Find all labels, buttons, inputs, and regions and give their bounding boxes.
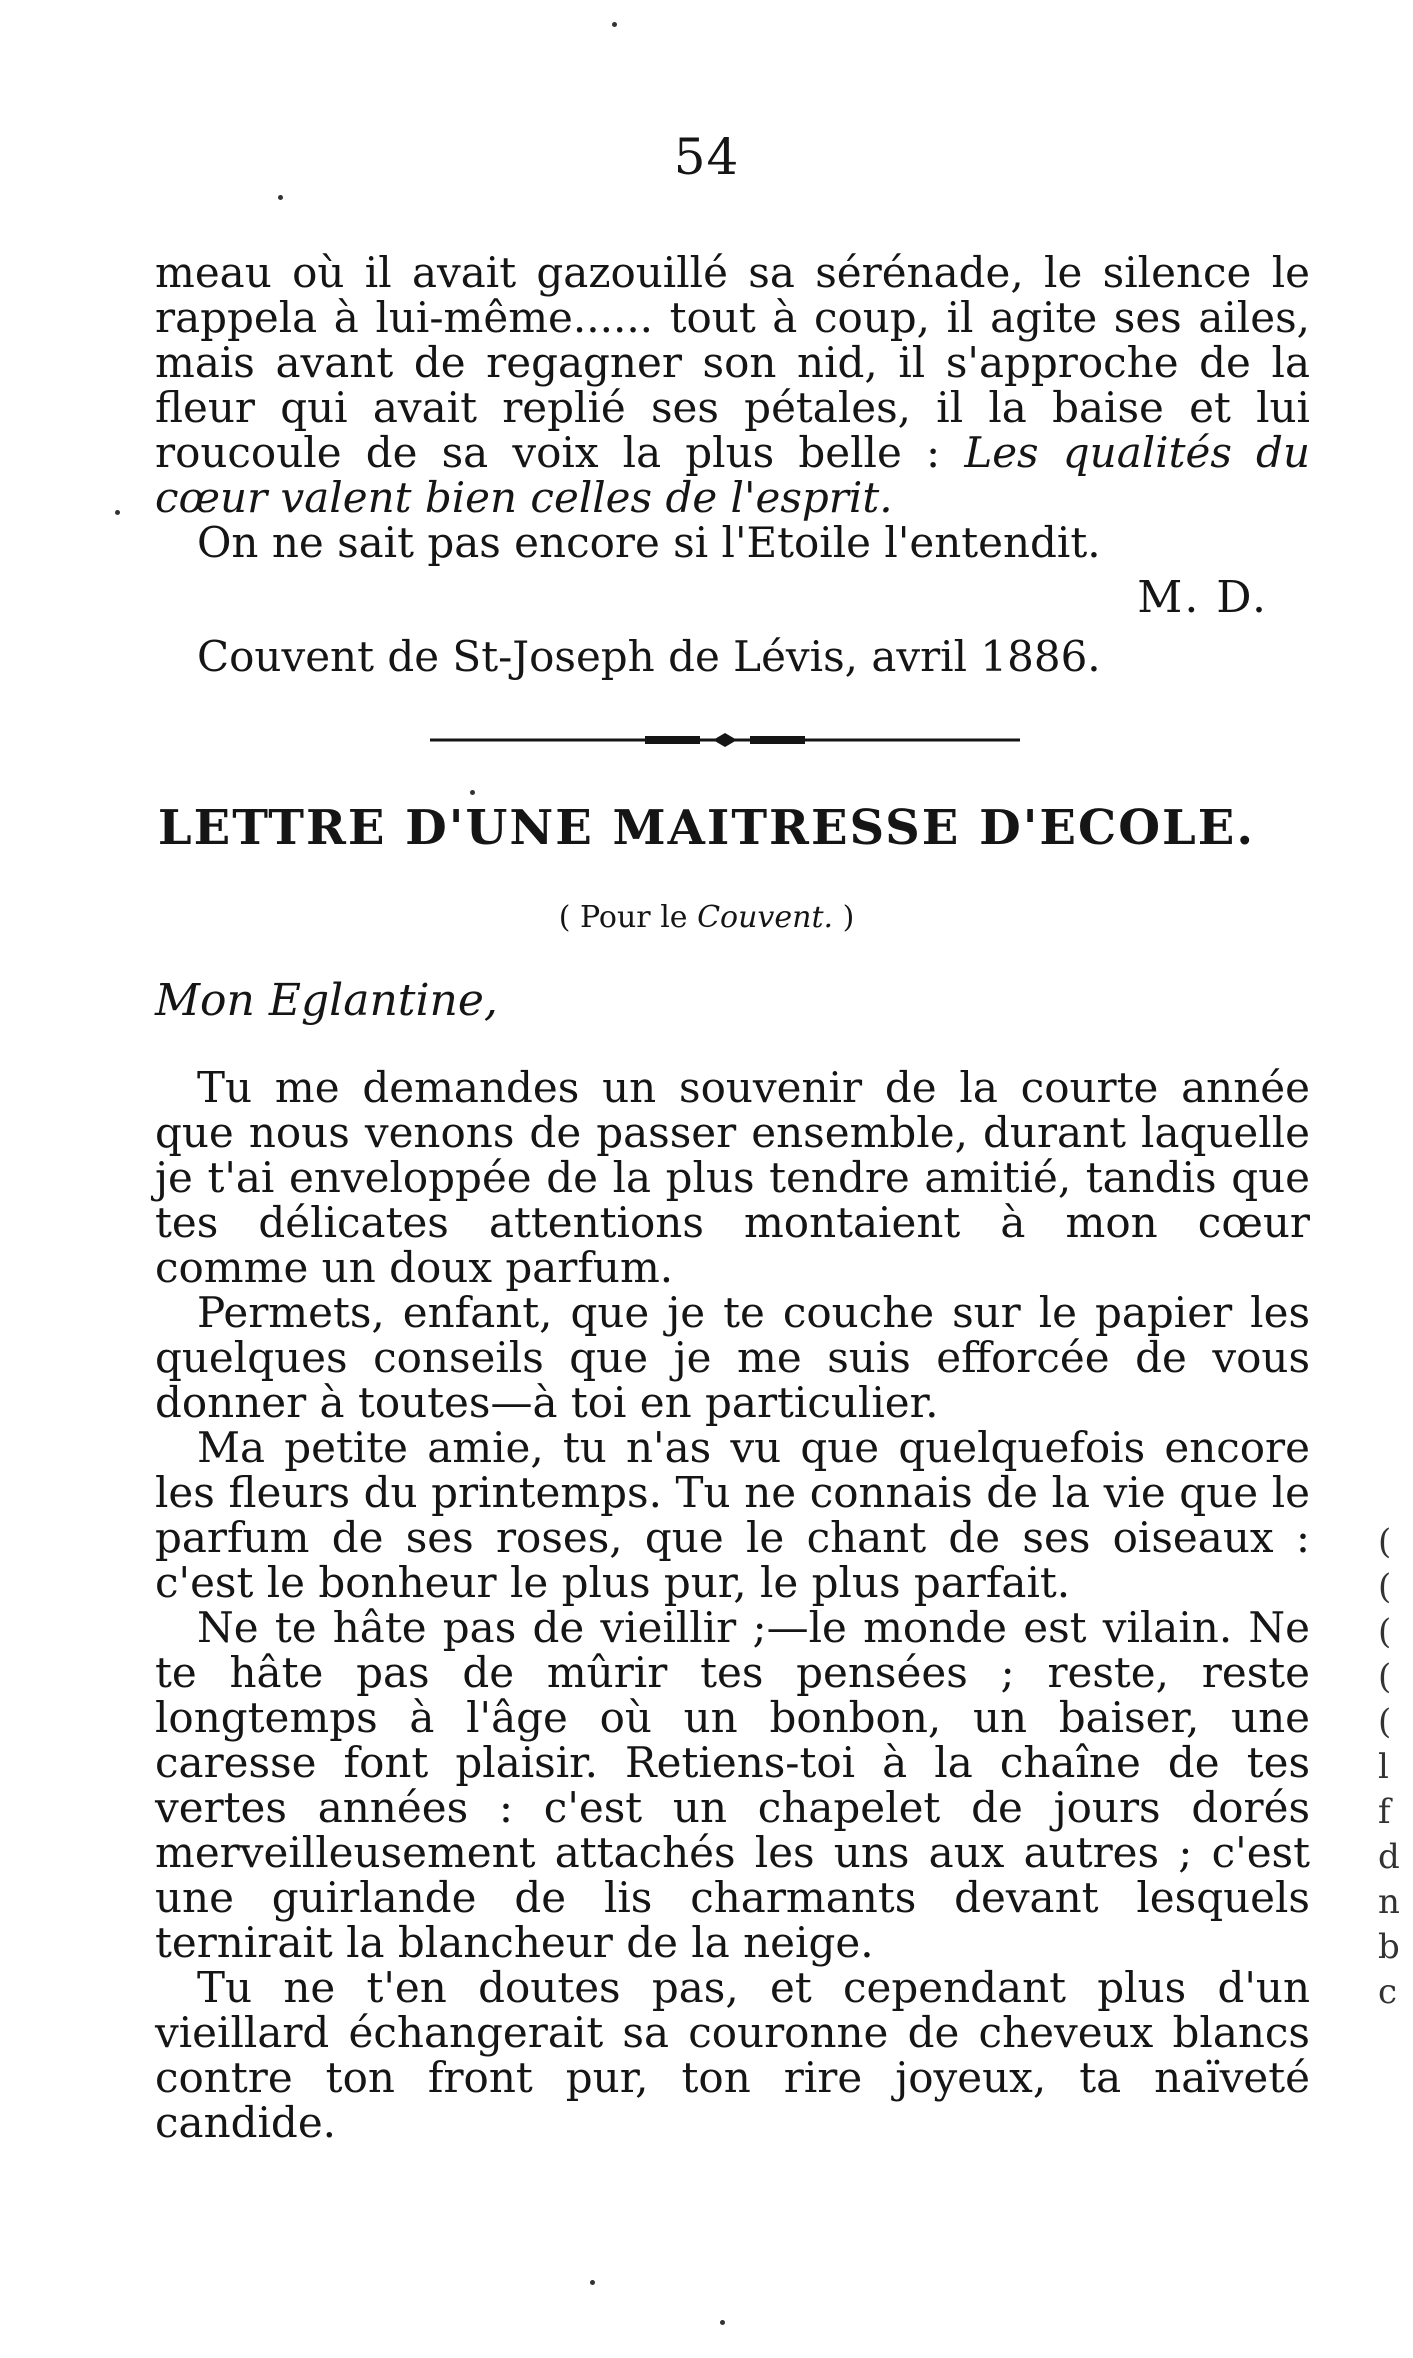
margin-fragment: b	[1378, 1927, 1400, 1967]
margin-fragment: (	[1378, 1612, 1392, 1652]
dateline: Couvent de St-Joseph de Lévis, avril 1886.	[197, 632, 1101, 681]
letter-paragraph: Permets, enfant, que je te couche sur le papier les quelques conseils que je me suis efforcée de vous donner à toutes—à toi en particulier.	[155, 1288, 1310, 1427]
margin-fragment: l	[1378, 1747, 1389, 1787]
continuation-text	[155, 250, 1310, 565]
closing-line: On ne sait pas encore si l'Etoile l'entendit.	[197, 518, 1101, 567]
print-speck	[278, 195, 283, 200]
salutation: Mon Eglantine,	[155, 975, 498, 1026]
print-speck	[470, 790, 475, 795]
print-speck	[720, 2320, 725, 2325]
article-subtitle	[0, 900, 1413, 935]
ornamental-separator	[430, 730, 1020, 750]
italic-moral: Les qualités du cœur valent bien celles de l'esprit.	[155, 428, 1310, 522]
print-speck	[590, 2280, 595, 2285]
continuation-paragraph	[155, 250, 1310, 520]
margin-fragment: n	[1378, 1882, 1400, 1922]
margin-fragment: (	[1378, 1657, 1392, 1697]
margin-fragment: c	[1378, 1972, 1398, 2012]
letter-paragraph: Ne te hâte pas de vieillir ;—le monde est vilain. Ne te hâte pas de mûrir tes pensées ; reste, reste longtemps à l'âge où un bonbon, un baiser, une caresse font plaisir. Retiens-toi à la chaîne de tes vertes années : c'est un chapelet de jours dorés merveilleusement attachés les uns aux autres ; c'est une guirlande de lis charmants devant lesquels ternirait la blancheur de la neige.	[155, 1603, 1310, 1967]
subtitle-italic: Couvent.	[697, 900, 834, 935]
continuation-body: meau où il avait gazouillé sa sérénade, le silence le rappela à lui-même...... tout à coup, il agite ses ailes, mais avant de regagner son nid, il s'approche de la fleur qui avait replié ses pétales, il la baise et lui roucoule de sa voix la plus belle :	[155, 248, 1310, 477]
print-speck	[612, 22, 617, 27]
margin-fragment: (	[1378, 1522, 1392, 1562]
margin-fragment: (	[1378, 1567, 1392, 1607]
letter-body	[155, 1065, 1310, 2145]
subtitle-pre: ( Pour le	[558, 900, 698, 935]
letter-paragraph: Tu me demandes un souvenir de la courte année que nous venons de passer ensemble, durant laquelle je t'ai enveloppée de la plus tendre amitié, tandis que tes délicates attentions montaient à mon cœur comme un doux parfum.	[155, 1063, 1310, 1292]
adjacent-page-fragments	[1378, 1520, 1408, 2015]
article-title: LETTRE D'UNE MAITRESSE D'ECOLE.	[157, 800, 1256, 856]
subtitle-post: )	[833, 900, 855, 935]
margin-fragment: (	[1378, 1702, 1392, 1742]
page-number: 54	[673, 128, 740, 186]
print-speck	[115, 510, 120, 515]
signature: M. D.	[1137, 572, 1268, 623]
letter-paragraph: Tu ne t'en doutes pas, et cependant plus d'un vieillard échangerait sa couronne de cheveux blancs contre ton front pur, ton rire joyeux, ta naïveté candide.	[155, 1963, 1310, 2147]
letter-paragraph: Ma petite amie, tu n'as vu que quelquefois encore les fleurs du printemps. Tu ne connais de la vie que le parfum de ses roses, que le chant de ses oiseaux : c'est le bonheur le plus pur, le plus parfait.	[155, 1423, 1310, 1607]
margin-fragment: d	[1378, 1837, 1400, 1877]
margin-fragment: f	[1378, 1792, 1391, 1832]
